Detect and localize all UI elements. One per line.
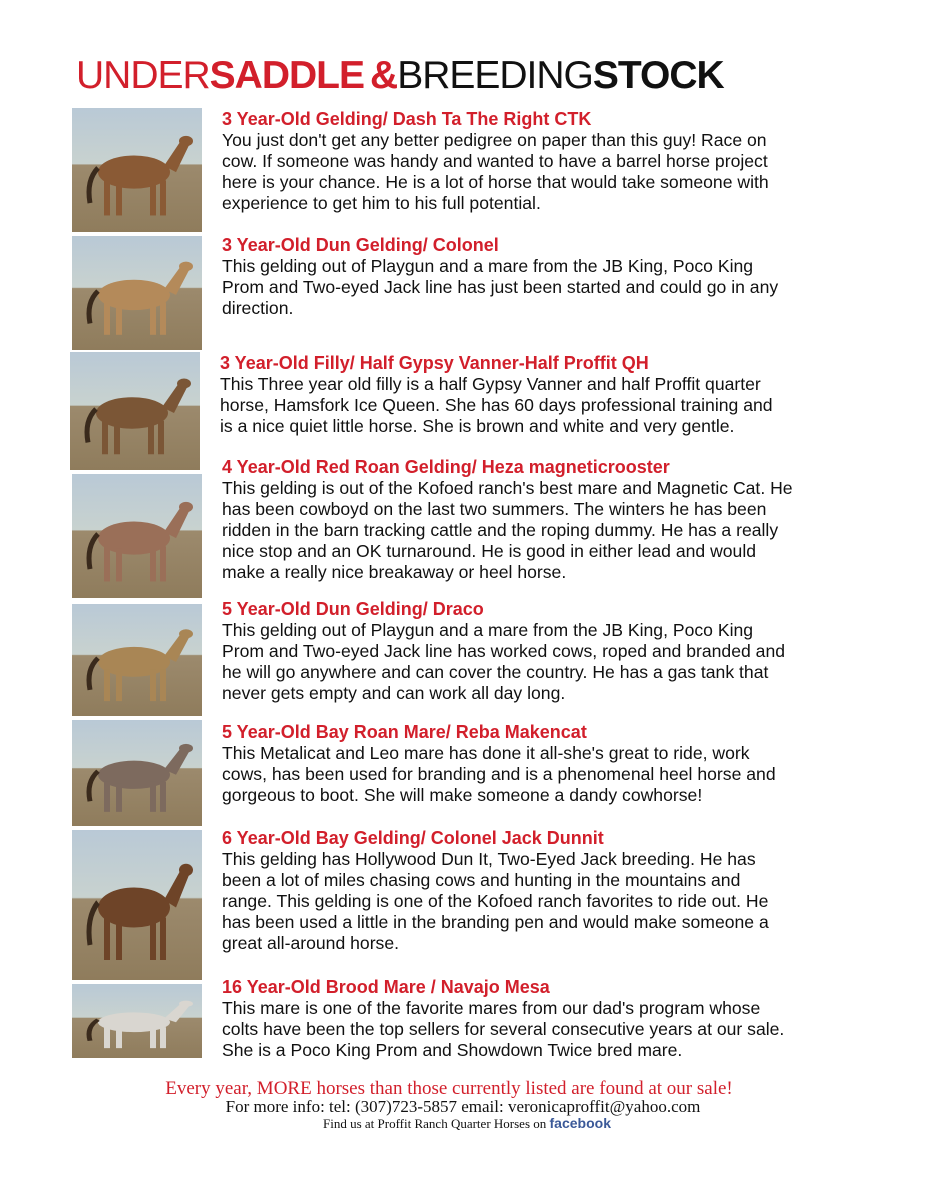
horse-photo — [70, 352, 200, 470]
horse-description: This Metalicat and Leo mare has done it all-she's great to ride, work cows, has been used for branding and is a phenomenal heel horse and gorgeous to boot. She will make someone a dandy cowhorse! — [222, 743, 776, 805]
horse-title: 3 Year-Old Gelding/ Dash Ta The Right CTK — [222, 109, 592, 129]
horse-icon — [72, 236, 202, 350]
horse-icon — [72, 830, 202, 980]
horse-icon — [72, 604, 202, 716]
footer-tagline: Every year, MORE horses than those currently listed are found at our sale! — [165, 1078, 733, 1099]
banner-ampersand: & — [370, 54, 398, 97]
horse-icon — [72, 108, 202, 232]
horse-description: This Three year old filly is a half Gypsy Vanner and half Proffit quarter horse, Hamsfork Ice Queen. She has 60 days professional training and is a nice quiet little horse. She is brown and white and very gentle. — [220, 374, 773, 436]
horse-photo — [72, 984, 202, 1058]
footer-contact: For more info: tel: (307)723-5857 email: veronicaproffit@yahoo.com — [225, 1097, 701, 1116]
horse-description: This gelding out of Playgun and a mare from the JB King, Poco King Prom and Two-eyed Jack line has worked cows, roped and branded and he will go anywhere and can cover the country. He has a gas tank that never gets empty and can work all day long. — [222, 620, 786, 703]
banner-stock: STOCK — [592, 54, 724, 97]
horse-title: 3 Year-Old Dun Gelding/ Colonel — [222, 235, 499, 255]
horse-photo — [72, 604, 202, 716]
facebook-link[interactable]: facebook — [549, 1115, 611, 1131]
horse-icon — [72, 720, 202, 826]
horse-photo — [72, 108, 202, 232]
horse-description: This gelding is out of the Kofoed ranch's best mare and Magnetic Cat. He has been cowboyd on the last two summers. The winters he has been ridden in the barn tracking cattle and the roping dummy. He has a really nice stop and an OK turnaround. He is good in either lead and would make a really nice breakaway or heel horse. — [222, 478, 793, 582]
horse-photo — [72, 720, 202, 826]
horse-description: This gelding out of Playgun and a mare from the JB King, Poco King Prom and Two-eyed Jack line has just been started and could go in any direction. — [222, 256, 779, 318]
horse-icon — [70, 352, 200, 470]
horse-photo — [72, 474, 202, 598]
footer-social — [2, 1115, 930, 1132]
horse-title: 3 Year-Old Filly/ Half Gypsy Vanner-Half Proffit QH — [220, 353, 649, 373]
footer-social-text: Find us at Proffit Ranch Quarter Horses on — [323, 1116, 547, 1131]
horse-icon — [72, 984, 202, 1058]
banner-breeding: BREEDING — [397, 54, 593, 97]
horse-icon — [72, 474, 202, 598]
horse-description: You just don't get any better pedigree on paper than this guy! Race on cow. If someone was handy and wanted to have a barrel horse project here is your chance. He is a lot of horse that would take someone with experience to get him to his full potential. — [222, 130, 769, 213]
banner-saddle: SADDLE — [209, 54, 365, 97]
horse-photo — [72, 830, 202, 980]
horse-description: This gelding has Hollywood Dun It, Two-Eyed Jack breeding. He has been a lot of miles chasing cows and hunting in the mountains and range. This gelding is one of the Kofoed ranch favorites to ride out. He has been used a little in the branding pen and would make someone a great all-around horse. — [222, 849, 769, 953]
horse-title: 16 Year-Old Brood Mare / Navajo Mesa — [222, 977, 550, 997]
horse-photo — [72, 236, 202, 350]
horse-title: 4 Year-Old Red Roan Gelding/ Heza magneticrooster — [222, 457, 670, 477]
horse-title: 6 Year-Old Bay Gelding/ Colonel Jack Dunnit — [222, 828, 604, 848]
banner-under: UNDER — [76, 54, 210, 97]
horse-description: This mare is one of the favorite mares from our dad's program whose colts have been the top sellers for several consecutive years at our sale. She is a Poco King Prom and Showdown Twice bred mare. — [222, 998, 785, 1060]
page-banner — [76, 56, 724, 95]
horse-title: 5 Year-Old Bay Roan Mare/ Reba Makencat — [222, 722, 587, 742]
horse-title: 5 Year-Old Dun Gelding/ Draco — [222, 599, 484, 619]
